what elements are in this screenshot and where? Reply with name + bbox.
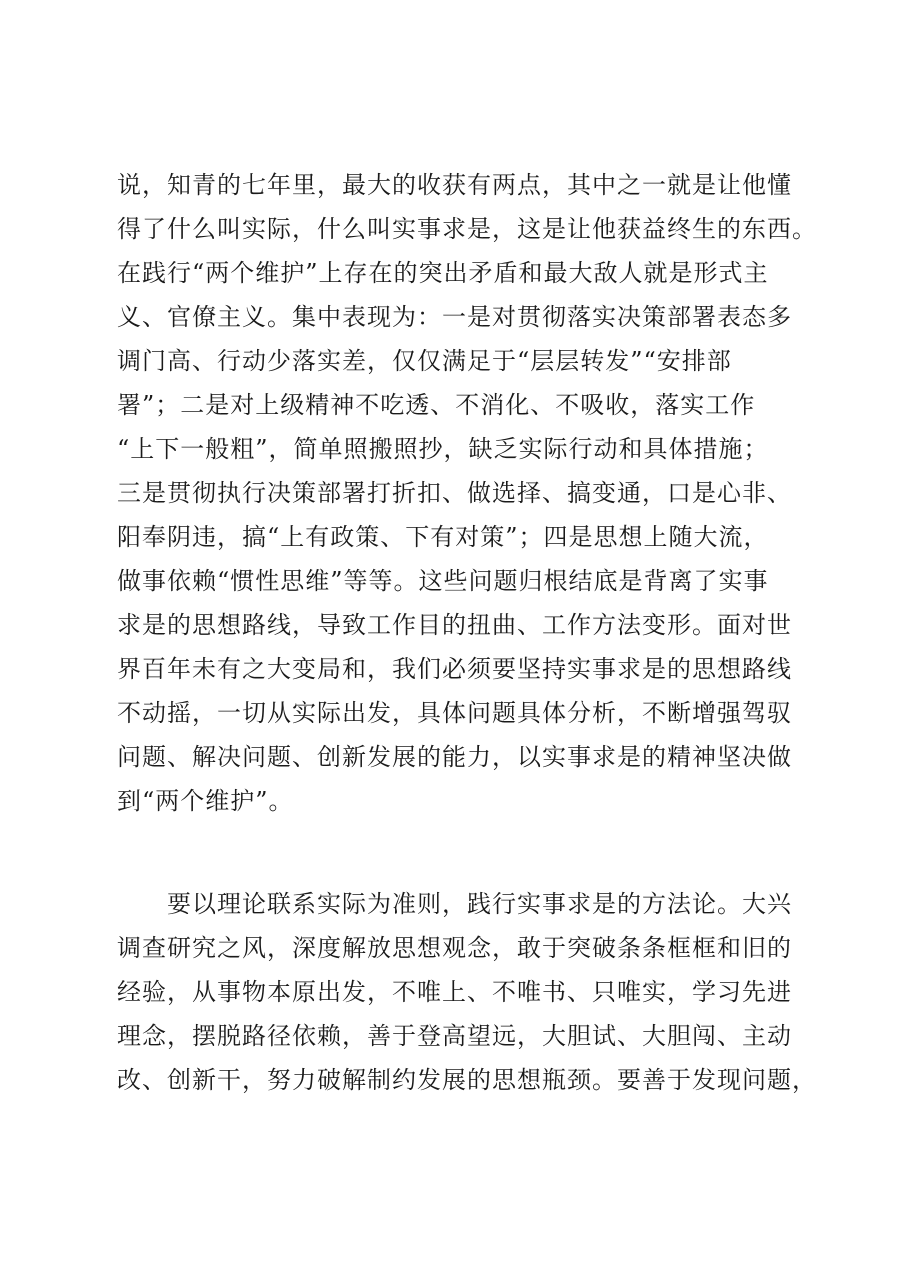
- text-line: “上下一般粗”，简单照搬照抄，缺乏实际行动和具体措施；: [117, 435, 769, 463]
- paragraph-2: [117, 882, 817, 1102]
- text-line: 调门高、行动少落实差，仅仅满足于“层层转发”“安排部: [117, 347, 732, 375]
- text-line: 做事依赖“惯性思维”等等。这些问题归根结底是背离了实事: [117, 567, 769, 595]
- text-line: 三是贯彻执行决策部署打折扣、做选择、搞变通，口是心非、: [117, 479, 792, 507]
- text-line: 要以理论联系实际为准则，践行实事求是的方法论。大兴: [117, 890, 792, 918]
- text-line: 说，知青的七年里，最大的收获有两点，其中之一就是让他懂: [117, 171, 792, 199]
- text-line: 求是的思想路线，导致工作目的扭曲、工作方法变形。面对世: [117, 611, 792, 639]
- text-line: 经验，从事物本原出发，不唯上、不唯书、只唯实，学习先进: [117, 978, 792, 1006]
- text-line: 界百年未有之大变局和，我们必须要坚持实事求是的思想路线: [117, 655, 792, 683]
- text-line: 理念，摆脱路径依赖，善于登高望远，大胆试、大胆闯、主动: [117, 1022, 792, 1050]
- paragraph-1: [117, 163, 817, 823]
- text-line: 得了什么叫实际，什么叫实事求是，这是让他获益终生的东西。: [117, 215, 817, 243]
- text-line: 问题、解决问题、创新发展的能力，以实事求是的精神坚决做: [117, 743, 792, 771]
- text-line: 改、创新干，努力破解制约发展的思想瓶颈。要善于发现问题，: [117, 1066, 817, 1094]
- text-line: 调查研究之风，深度解放思想观念，敢于突破条条框框和旧的: [117, 934, 792, 962]
- text-line: 不动摇，一切从实际出发，具体问题具体分析，不断增强驾驭: [117, 699, 792, 727]
- text-line: 阳奉阴违，搞“上有政策、下有对策”；四是思想上随大流，: [117, 523, 769, 551]
- text-line: 在践行“两个维护”上存在的突出矛盾和最大敌人就是形式主: [117, 259, 769, 287]
- text-line: 署”；二是对上级精神不吃透、不消化、不吸收，落实工作: [117, 391, 756, 419]
- text-line: 到“两个维护”。: [117, 787, 294, 815]
- text-line: 义、官僚主义。集中表现为：一是对贯彻落实决策部署表态多: [117, 303, 792, 331]
